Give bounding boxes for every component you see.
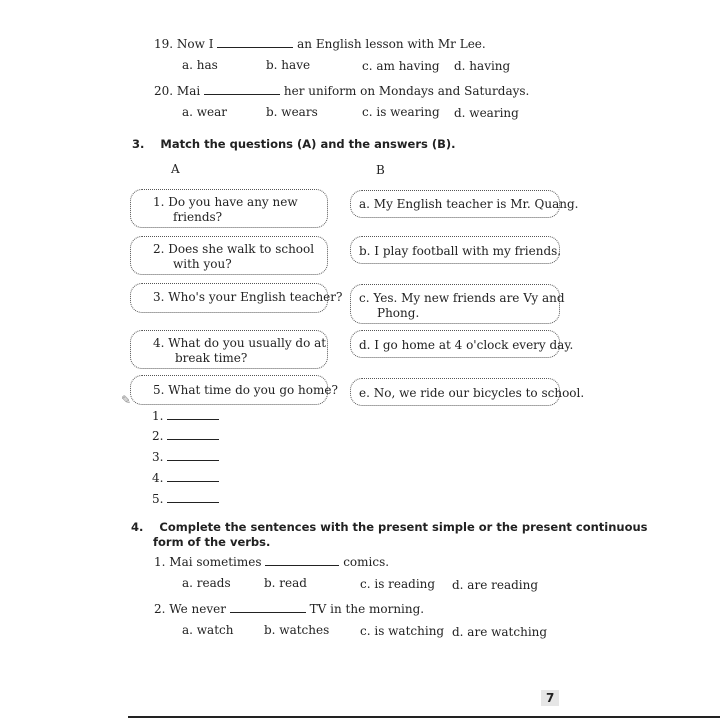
line-number: 3. bbox=[152, 450, 164, 464]
answer-blank[interactable] bbox=[167, 419, 219, 420]
question-text: break time? bbox=[175, 351, 248, 365]
line-number: 1. bbox=[152, 409, 164, 423]
section-number: 3. bbox=[132, 137, 145, 151]
question-text: 2. Does she walk to school bbox=[153, 242, 315, 256]
option-b[interactable]: b. watches bbox=[264, 623, 330, 637]
question-text: friends? bbox=[173, 210, 223, 224]
section-4-question-1 bbox=[154, 555, 389, 569]
question-box-5[interactable] bbox=[130, 375, 338, 405]
match-answer-line-3 bbox=[152, 450, 219, 464]
question-prefix: Mai bbox=[176, 84, 201, 98]
question-prefix: We never bbox=[169, 602, 226, 616]
column-a-header: A bbox=[171, 162, 180, 176]
answer-box-c[interactable] bbox=[350, 284, 565, 324]
option-d[interactable]: d. are watching bbox=[452, 625, 548, 639]
question-box-4[interactable] bbox=[130, 330, 328, 369]
question-number: 1. bbox=[154, 555, 166, 569]
option-d[interactable]: d. are reading bbox=[452, 578, 539, 592]
question-19 bbox=[154, 37, 486, 51]
question-20 bbox=[154, 84, 529, 98]
section-number: 4. bbox=[131, 520, 144, 534]
answer-blank[interactable] bbox=[167, 439, 219, 440]
question-suffix: an English lesson with Mr Lee. bbox=[297, 37, 486, 51]
question-suffix: comics. bbox=[343, 555, 390, 569]
pencil-mark-icon: ✎ bbox=[121, 393, 132, 407]
match-answer-line-5 bbox=[152, 492, 219, 506]
question-text: 4. What do you usually do at bbox=[153, 336, 327, 350]
question-prefix: Now I bbox=[176, 37, 214, 51]
option-b[interactable]: b. read bbox=[264, 576, 307, 590]
section-title: Match the questions (A) and the answers (B). bbox=[160, 137, 456, 151]
answer-box-e[interactable] bbox=[350, 378, 585, 406]
answer-box-b[interactable] bbox=[350, 236, 560, 264]
answer-text: b. I play football with my friends. bbox=[359, 244, 562, 258]
line-number: 2. bbox=[152, 429, 164, 443]
answer-blank[interactable] bbox=[167, 481, 219, 482]
answer-text: e. No, we ride our bicycles to school. bbox=[359, 386, 585, 400]
section-4-heading-line2: form of the verbs. bbox=[153, 535, 271, 549]
option-c[interactable]: c. is reading bbox=[360, 577, 436, 591]
answer-blank[interactable] bbox=[217, 47, 293, 48]
page-number: 7 bbox=[541, 690, 559, 706]
question-text: 1. Do you have any new bbox=[153, 195, 298, 209]
worksheet-page bbox=[128, 0, 720, 720]
match-answer-line-1 bbox=[152, 409, 219, 423]
option-a[interactable]: a. has bbox=[182, 58, 218, 72]
section-4-question-2 bbox=[154, 602, 424, 616]
answer-text: Phong. bbox=[377, 306, 420, 320]
question-box-2[interactable] bbox=[130, 236, 328, 275]
option-d[interactable]: d. wearing bbox=[454, 106, 519, 120]
page-bottom-rule bbox=[128, 716, 720, 718]
option-c[interactable]: c. am having bbox=[362, 59, 440, 73]
line-number: 4. bbox=[152, 471, 164, 485]
section-title: Complete the sentences with the present simple or the present continuous bbox=[159, 520, 648, 534]
answer-blank[interactable] bbox=[230, 612, 306, 613]
option-d[interactable]: d. having bbox=[454, 59, 511, 73]
option-b[interactable]: b. wears bbox=[266, 105, 318, 119]
question-text: 3. Who's your English teacher? bbox=[153, 290, 343, 304]
question-box-1[interactable] bbox=[130, 189, 328, 228]
answer-text: a. My English teacher is Mr. Quang. bbox=[359, 197, 579, 211]
answer-box-d[interactable] bbox=[350, 330, 574, 358]
section-3-heading bbox=[132, 137, 456, 151]
left-margin bbox=[0, 0, 128, 720]
question-number: 20. bbox=[154, 84, 174, 98]
answer-text: d. I go home at 4 o'clock every day. bbox=[359, 338, 574, 352]
section-4-heading bbox=[131, 520, 648, 534]
answer-text: c. Yes. My new friends are Vy and bbox=[359, 291, 565, 305]
question-box-3[interactable] bbox=[130, 283, 343, 313]
option-c[interactable]: c. is watching bbox=[360, 624, 445, 638]
question-suffix: TV in the morning. bbox=[309, 602, 425, 616]
question-text: with you? bbox=[173, 257, 232, 271]
answer-blank[interactable] bbox=[204, 94, 280, 95]
option-b[interactable]: b. have bbox=[266, 58, 311, 72]
question-prefix: Mai sometimes bbox=[169, 555, 262, 569]
option-c[interactable]: c. is wearing bbox=[362, 105, 440, 119]
option-a[interactable]: a. wear bbox=[182, 105, 228, 119]
match-answer-line-4 bbox=[152, 471, 219, 485]
question-text: 5. What time do you go home? bbox=[153, 383, 338, 397]
option-a[interactable]: a. reads bbox=[182, 576, 231, 590]
answer-blank[interactable] bbox=[265, 565, 339, 566]
option-a[interactable]: a. watch bbox=[182, 623, 234, 637]
line-number: 5. bbox=[152, 492, 164, 506]
answer-blank[interactable] bbox=[167, 460, 219, 461]
question-suffix: her uniform on Mondays and Saturdays. bbox=[283, 84, 530, 98]
answer-box-a[interactable] bbox=[350, 190, 579, 218]
answer-blank[interactable] bbox=[167, 502, 219, 503]
question-number: 19. bbox=[154, 37, 174, 51]
column-b-header: B bbox=[376, 163, 385, 177]
question-number: 2. bbox=[154, 602, 166, 616]
match-answer-line-2 bbox=[152, 429, 219, 443]
